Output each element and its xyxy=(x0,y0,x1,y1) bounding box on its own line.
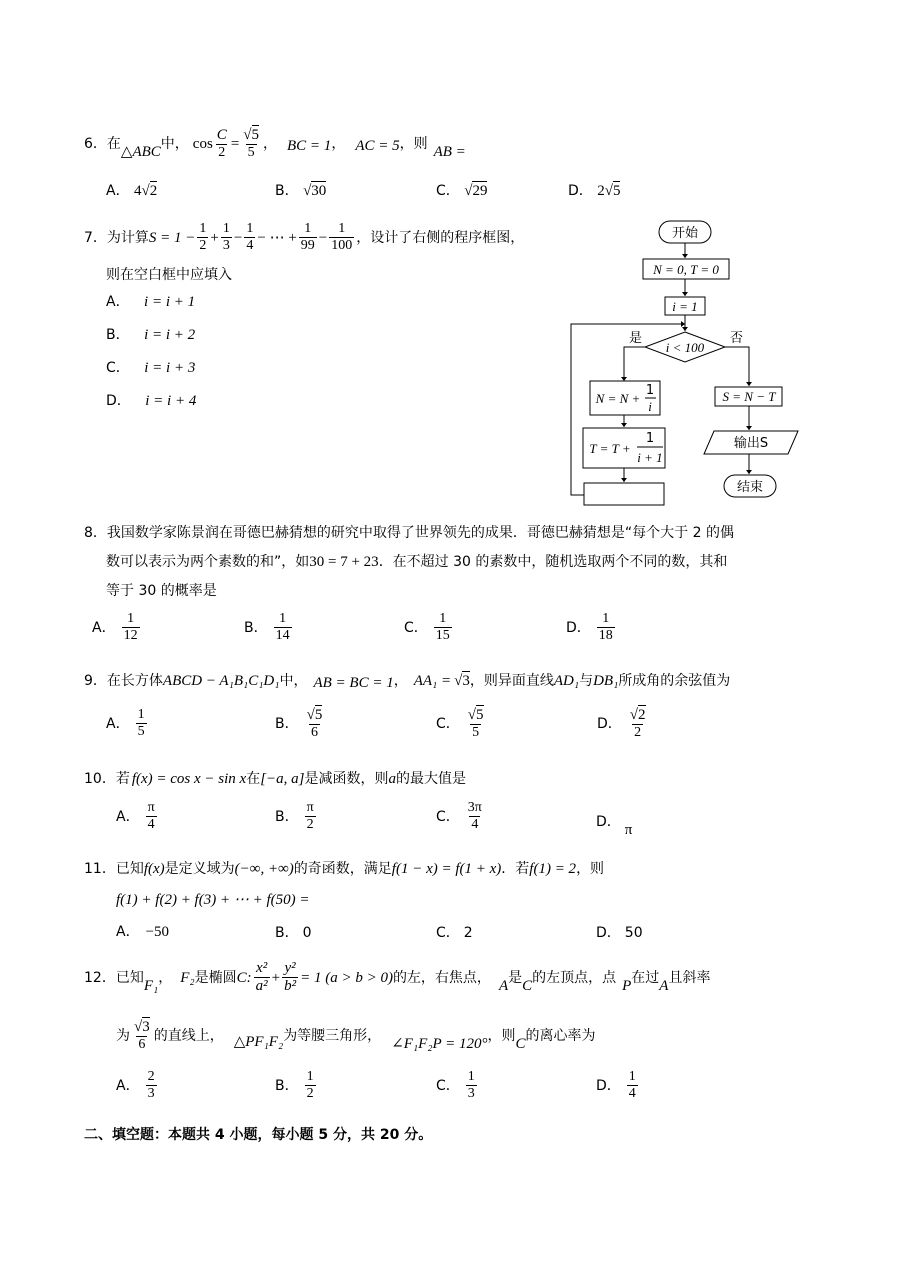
option-d[interactable]: D． 50 xyxy=(596,925,643,941)
option-c[interactable]: C． i = i + 3 xyxy=(106,360,196,376)
option-b[interactable]: B． 0 xyxy=(275,925,312,941)
option-d[interactable]: D． $\frac{1}{4}$ xyxy=(596,1069,636,1101)
yes-label: 是 xyxy=(628,331,642,346)
question-number: 8． xyxy=(84,525,107,541)
question-6: 6． 在 △ABC 中， cos $\frac{C}{2}$ = $\frac{√5}{5}$ ， BC = 1 ， AC = 5 ，则 AB = xyxy=(84,126,466,160)
option-b[interactable]: B． $\frac{1}{14}$ xyxy=(244,611,290,643)
t-update-label: T = T + xyxy=(589,441,631,456)
init-label: N = 0, T = 0 xyxy=(653,262,719,277)
option-c[interactable]: C． $\frac{1}{15}$ xyxy=(404,611,450,643)
option-b[interactable]: B． $\frac{√5}{6}$ xyxy=(275,707,323,740)
q7-line2: 则在空白框中应填入 xyxy=(106,267,232,283)
question-number: 7． xyxy=(84,230,107,246)
question-number: 11． xyxy=(84,861,116,877)
question-8: 8．我国数学家陈景润在哥德巴赫猜想的研究中取得了世界领先的成果．哥德巴赫猜想是“每个大于 2 的偶 xyxy=(84,525,734,541)
fraction: $\frac{C}{2}$ xyxy=(216,126,227,160)
question-9: 9． 在长方体 ABCD − A₁B₁C₁D₁ 中， AB = BC = 1 ， AA₁ = √3 ，则异面直线 AD₁ 与 DB₁ 所成角的余弦值为 xyxy=(84,672,731,691)
option-a[interactable]: A． $\frac{1}{12}$ xyxy=(92,611,138,643)
end-label: 结束 xyxy=(736,480,764,495)
n-frac-num: 1 xyxy=(645,383,655,398)
n-frac-den: i xyxy=(648,399,652,414)
t-frac-den: i + 1 xyxy=(637,450,663,465)
fraction: $\frac{√5}{5}$ xyxy=(243,126,260,160)
option-d[interactable]: D． $\frac{√2}{2}$ xyxy=(597,707,646,740)
option-d[interactable]: D． 2√5 xyxy=(568,183,621,199)
blank-box xyxy=(584,483,664,505)
option-b[interactable]: B． √30 xyxy=(275,183,327,199)
question-number: 10． xyxy=(84,771,116,787)
fraction: $\frac{1}{99}$ xyxy=(300,221,315,253)
question-7: 7． 为计算 S = 1 − $\frac{1}{2}$ + $\frac{1}{3}$ − $\frac{1}{4}$ − ⋯ + $\frac{1}{99}$ − $\frac{1}{100}$ ，设计了右侧的程序框图， xyxy=(84,221,525,253)
i-label: i = 1 xyxy=(672,299,698,314)
question-10: 10． 若 f(x) = cos x − sin x 在 [−a, a] 是减函数，则 a 的最大值是 xyxy=(84,770,466,787)
option-b[interactable]: B． i = i + 2 xyxy=(106,327,196,343)
option-a[interactable]: A． $\frac{1}{5}$ xyxy=(106,707,145,739)
option-d[interactable]: D． π xyxy=(596,814,633,838)
option-d[interactable]: D． $\frac{1}{18}$ xyxy=(566,611,613,643)
n-update-label: N = N + xyxy=(595,391,641,406)
s-update-label: S = N − T xyxy=(722,389,776,404)
start-label: 开始 xyxy=(671,226,699,241)
option-a[interactable]: A． $\frac{2}{3}$ xyxy=(116,1069,155,1101)
option-c[interactable]: C． $\frac{1}{3}$ xyxy=(436,1069,475,1101)
fraction: $\frac{1}{4}$ xyxy=(246,221,254,253)
question-number: 6． xyxy=(84,136,107,152)
t-frac-num: 1 xyxy=(645,431,655,446)
section-heading: 二、填空题：本题共 4 小题，每小题 5 分，共 20 分。 xyxy=(84,1127,433,1143)
question-number: 12． xyxy=(84,970,116,986)
flowchart xyxy=(560,215,810,515)
option-a[interactable]: A． 4√2 xyxy=(106,183,158,199)
option-c[interactable]: C． $\frac{√5}{5}$ xyxy=(436,707,484,740)
option-c[interactable]: C． √29 xyxy=(436,183,488,199)
condition-label: i < 100 xyxy=(665,340,705,355)
output-label: 输出S xyxy=(733,436,769,451)
option-c[interactable]: C． $\frac{3\pi}{4}$ xyxy=(436,800,482,832)
no-label: 否 xyxy=(730,331,744,346)
option-d[interactable]: D． i = i + 4 xyxy=(106,393,197,409)
option-a[interactable]: A． $\frac{\pi}{4}$ xyxy=(116,800,155,832)
q8-line2: 数可以表示为两个素数的和”，如30 = 7 + 23．在不超过 30 的素数中，随机选取两个不同的数，其和 xyxy=(106,554,728,570)
option-a[interactable]: A． −50 xyxy=(116,924,170,940)
option-c[interactable]: C． 2 xyxy=(436,925,473,941)
q11-line2: f(1) + f(2) + f(3) + ⋯ + f(50) = xyxy=(116,892,310,908)
fraction: $\frac{1}{100}$ xyxy=(331,221,353,253)
fraction: $\frac{1}{2}$ xyxy=(199,221,207,253)
option-b[interactable]: B． $\frac{1}{2}$ xyxy=(275,1069,314,1101)
question-12: 12． 已知 F₁ ， F₂ 是椭圆 C: $\frac{\text{x²}}{\text{a²}}$ + $\frac{\text{y²}}{\text{b²}}$ = 1 (a > b > 0) 的左，右焦点， A 是 C 的左顶点，点 P 在过 A 且斜率 xyxy=(84,960,711,994)
q12-line2: 为 $\frac{√3}{6}$ 的直线上， △PF₁F₂ 为等腰三角形， ∠F₁F₂P = 120° ，则 C 的离心率为 xyxy=(116,1018,596,1052)
fraction: $\frac{1}{3}$ xyxy=(222,221,230,253)
question-number: 9． xyxy=(84,673,107,689)
question-11: 11． 已知 f(x) 是定义域为 (−∞, +∞) 的奇函数，满足 f(1 − x) = f(1 + x) ．若 f(1) = 2 ，则 xyxy=(84,860,605,877)
q8-line3: 等于 30 的概率是 xyxy=(106,583,217,599)
option-a[interactable]: A． i = i + 1 xyxy=(106,294,196,310)
option-b[interactable]: B． $\frac{\pi}{2}$ xyxy=(275,800,314,832)
